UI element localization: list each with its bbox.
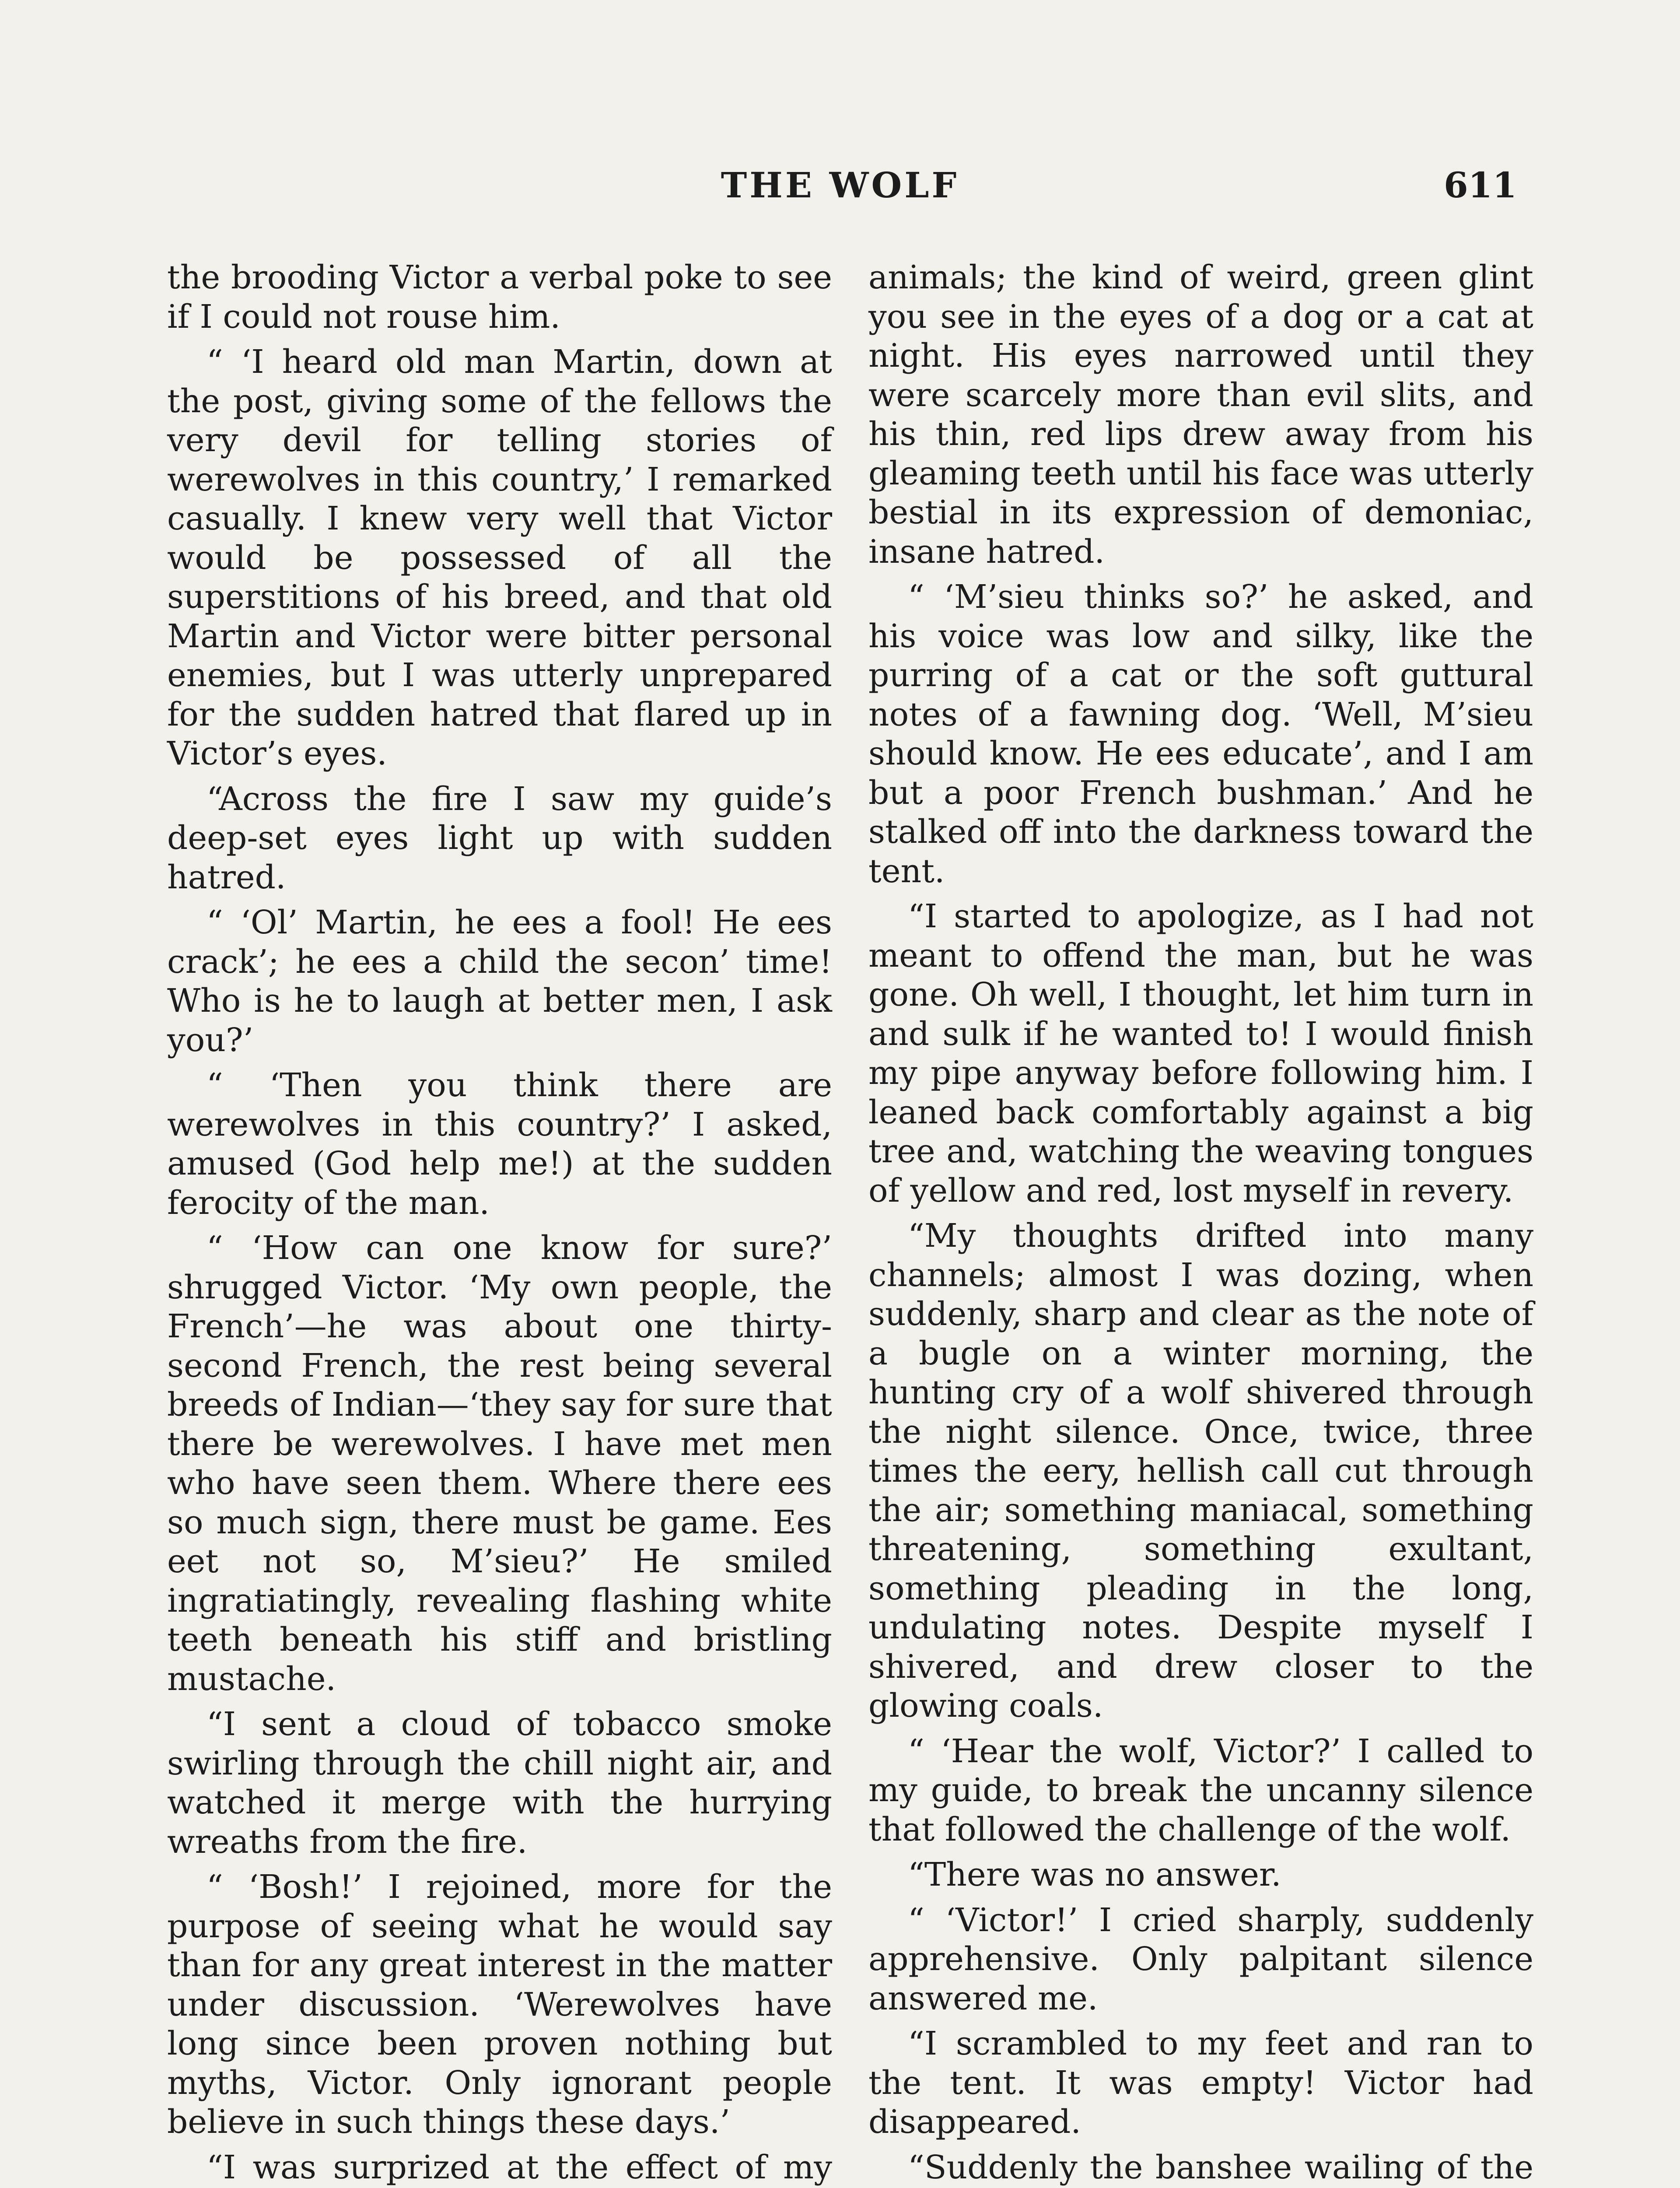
paragraph: the brooding Victor a verbal poke to see if I could not rouse him.	[167, 259, 832, 336]
paragraph: “My thoughts drifted into many channels; almost I was dozing, when suddenly, sharp and clear as the note of a bugle on a winter morning, the hunting cry of a wolf shivered through the night silence. Once, twice, three times the eery, hellish call cut through the air; something maniacal, something threatening, something exultant, something pleading in the long, undulating notes. Despite myself I shivered, and drew closer to the glowing coals.	[868, 1217, 1533, 1725]
paragraph: “ ‘How can one know for sure?’ shrugged Victor. ‘My own people, the French’—he was about one thirty-second French, the rest being several breeds of Indian—‘they say for sure that there be werewolves. I have met men who have seen them. Where there ees so much sign, there must be game. Ees eet not so, M’sieu?’ He smiled ingratiatingly, revealing flashing white teeth beneath his stiff and bristling mustache.	[167, 1229, 832, 1698]
paragraph: “Across the fire I saw my guide’s deep-set eyes light up with sudden hatred.	[167, 780, 832, 896]
paragraph: “ ‘Victor!’ I cried sharply, suddenly apprehensive. Only palpitant silence answered me.	[868, 1901, 1533, 2017]
paragraph: “There was no answer.	[908, 1856, 1281, 1893]
page-header	[0, 165, 1680, 217]
paragraph: “ ‘Ol’ Martin, he ees a fool! He ees crack’; he ees a child the secon’ time! Who is he to laugh at better men, I ask you?’	[167, 904, 832, 1059]
paragraph: “ ‘I heard old man Martin, down at the post, giving some of the fellows the very devil for telling stories of werewolves in this country,’ I remarked casually. I knew very well that Victor would be possessed of all the superstitions of his breed, and that old Martin and Victor were bitter personal enemies, but I was utterly unprepared for the sudden hatred that flared up in Victor’s eyes.	[167, 343, 832, 772]
page-number: 611	[1444, 165, 1517, 206]
right-column	[868, 258, 1533, 2188]
paragraph: animals; the kind of weird, green glint you see in the eyes of a dog or a cat at night. His eyes narrowed until they were scarcely more than evil slits, and his thin, red lips drew away from his gleaming teeth until his face was utterly bestial in its expression of demoniac, insane hatred.	[868, 259, 1533, 571]
left-column	[167, 258, 832, 2188]
paragraph: “ ‘Hear the wolf, Victor?’ I called to my guide, to break the uncanny silence that followed the challenge of the wolf.	[868, 1732, 1533, 1848]
paragraph: “I started to apologize, as I had not meant to offend the man, but he was gone. Oh well, I thought, let him turn in and sulk if he wanted to! I would finish my pipe anyway before following him. I leaned back comfortably against a big tree and, watching the weaving tongues of yellow and red, lost myself in revery.	[868, 898, 1533, 1210]
paragraph: “Suddenly the banshee wailing of the	[908, 2148, 1533, 2186]
running-title: THE WOLF	[721, 165, 959, 206]
paragraph: “ ‘Bosh!’ I rejoined, more for the purpose of seeing what he would say than for any great interest in the matter under discussion. ‘Werewolves have long since been proven nothing but myths, Victor. Only ignorant people believe in such things these days.’	[167, 1868, 832, 2141]
paragraph: “I scrambled to my feet and ran to the tent. It was empty! Victor had disappeared.	[868, 2025, 1533, 2141]
paragraph: “I sent a cloud of tobacco smoke swirling through the chill night air, and watched it merge with the hurrying wreaths from the fire.	[167, 1705, 832, 1861]
paragraph: “ ‘Then you think there are werewolves in this country?’ I asked, amused (God help me!) at the sudden ferocity of the man.	[167, 1066, 832, 1222]
paragraph: “I was surprized at the effect of my	[206, 2148, 832, 2186]
paragraph: “ ‘M’sieu thinks so?’ he asked, and his voice was low and silky, like the purring of a cat or the soft guttural notes of a fawning dog. ‘Well, M’sieu should know. He ees educate’, and I am but a poor French bushman.’ And he stalked off into the darkness toward the tent.	[868, 578, 1533, 890]
